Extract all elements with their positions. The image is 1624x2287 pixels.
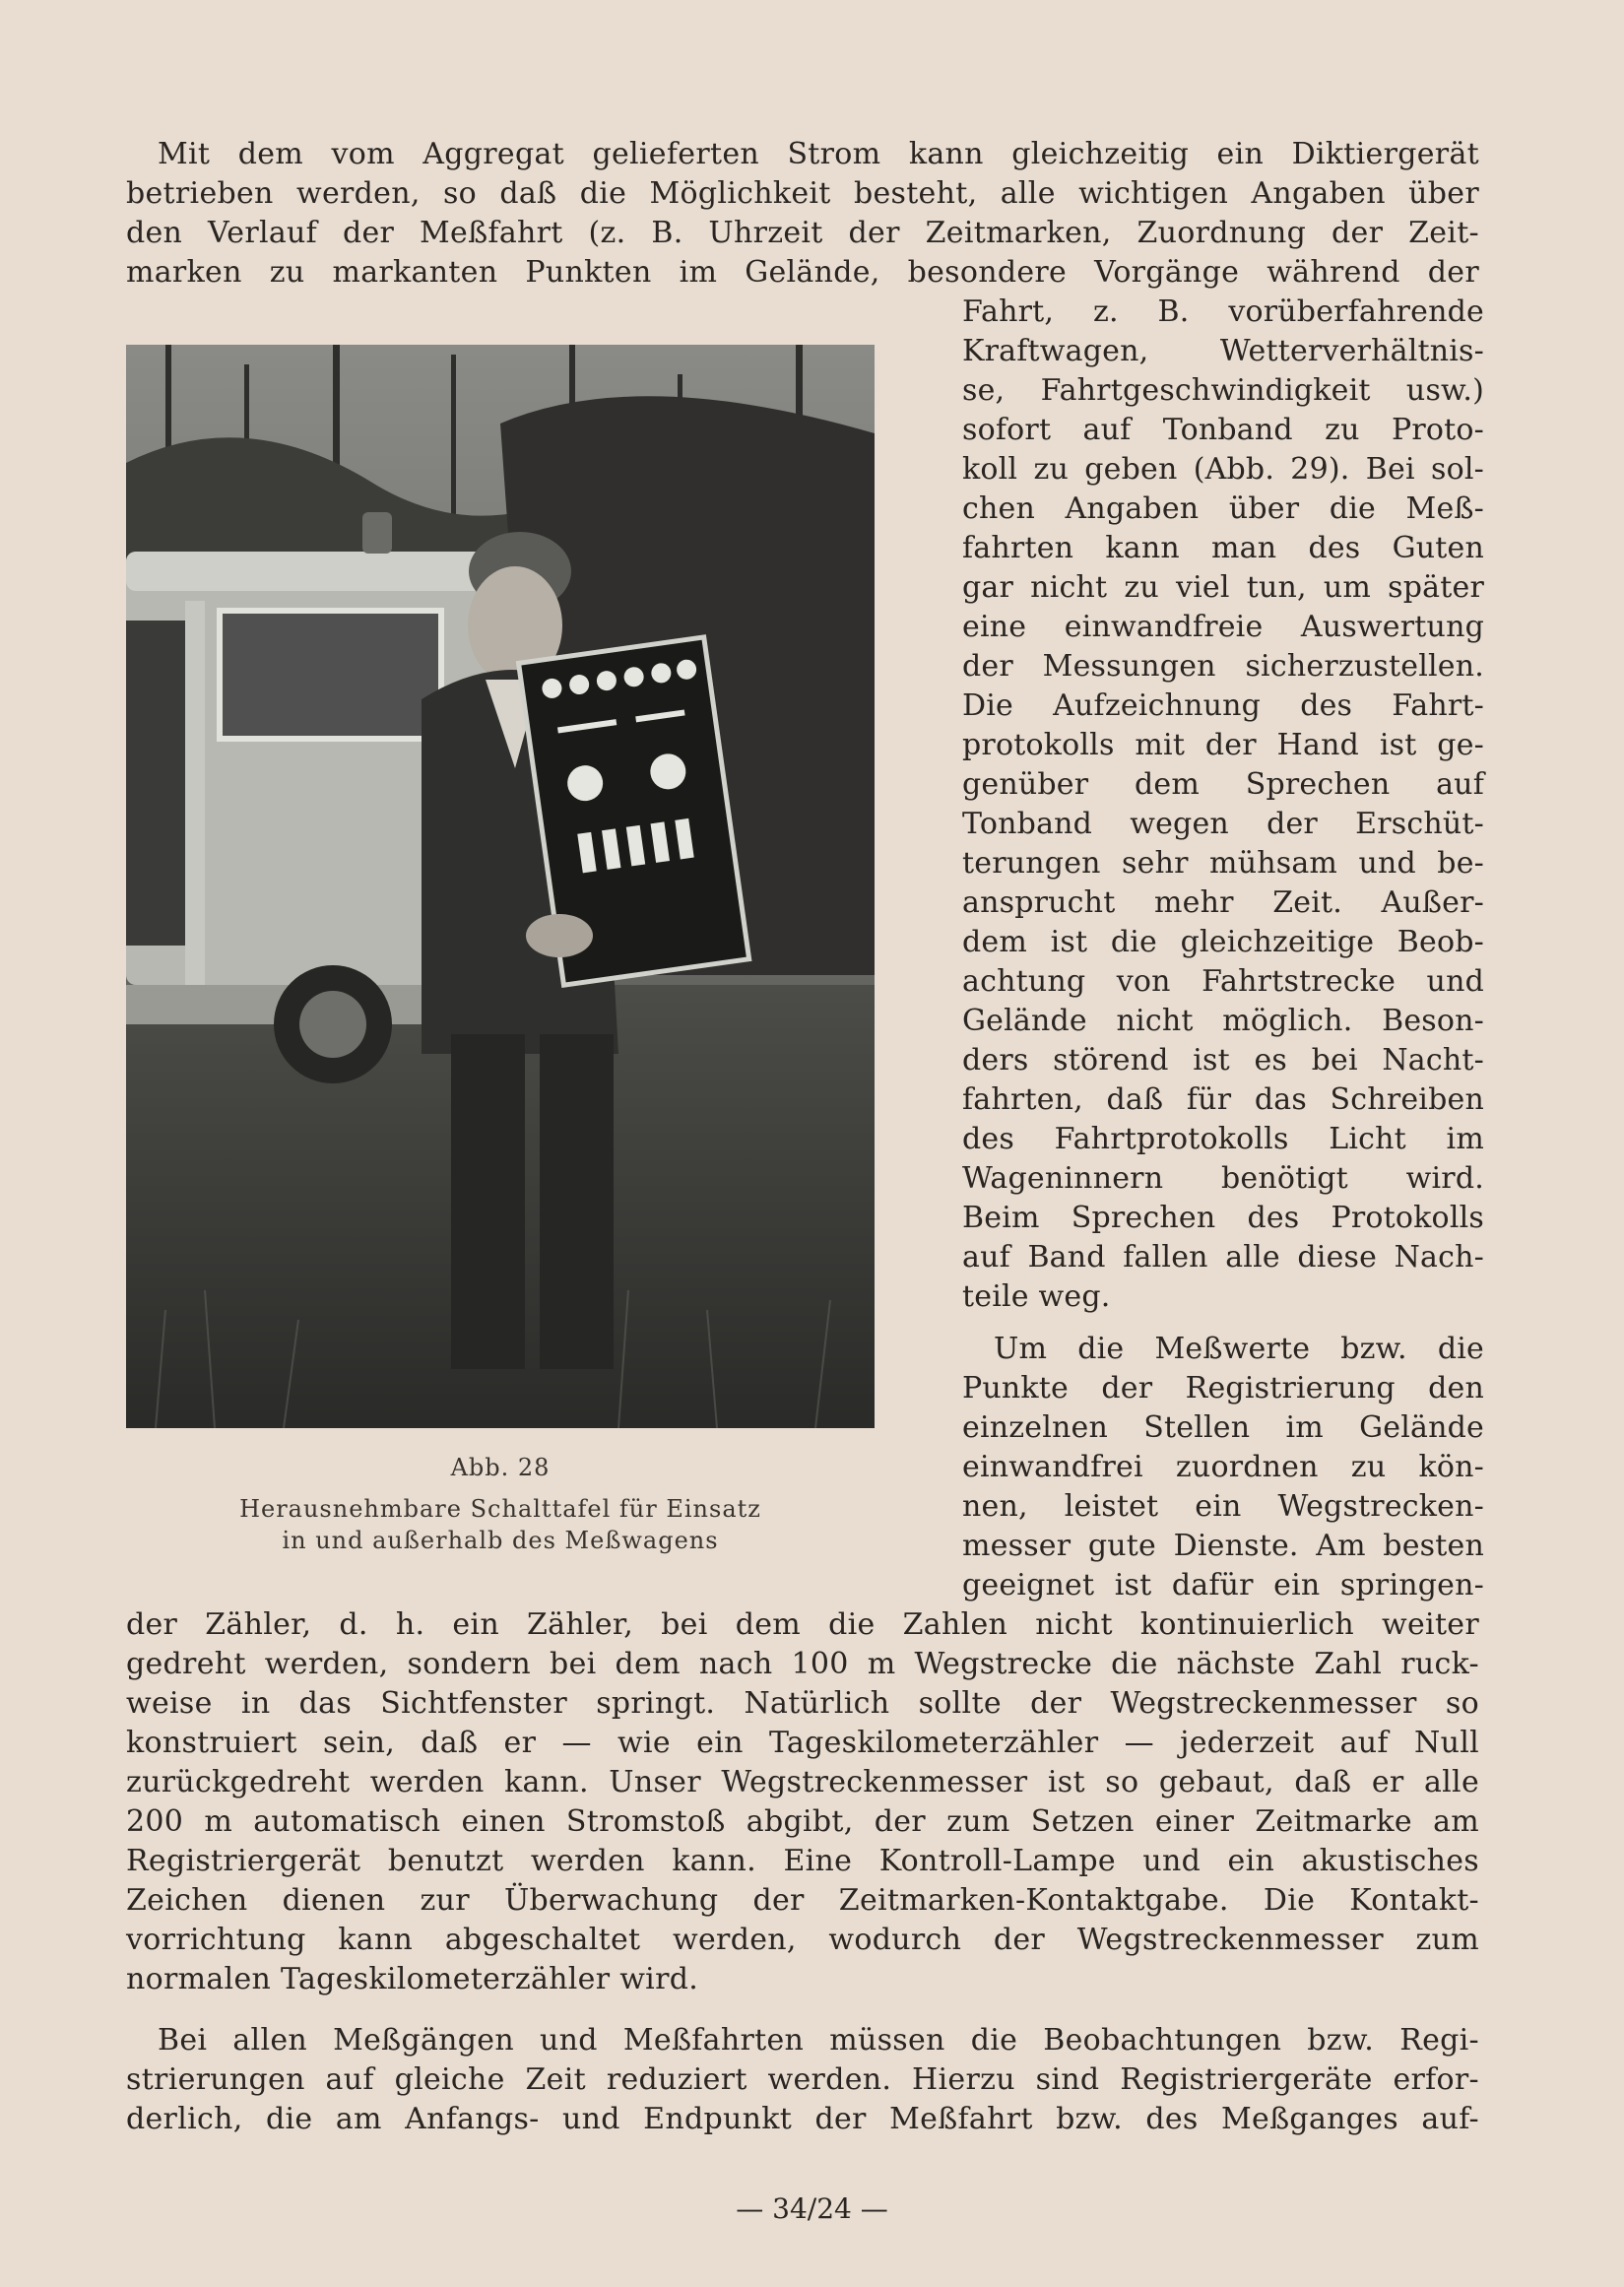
text-line: der Zähler, d. h. ein Zähler, bei dem die Zahlen nicht kontinuierlich weiter bbox=[126, 1607, 1479, 1642]
text-line: sofort auf Tonband zu Proto- bbox=[962, 413, 1484, 447]
text-line: se, Fahrtgeschwindigkeit usw.) bbox=[962, 373, 1484, 408]
text-line: teile weg. bbox=[962, 1279, 1111, 1314]
text-line: Um die Meßwerte bzw. die bbox=[994, 1332, 1484, 1366]
text-line: einwandfrei zuordnen zu kön- bbox=[962, 1450, 1484, 1484]
text-line: gar nicht zu viel tun, um später bbox=[962, 570, 1484, 605]
text-line: betrieben werden, so daß die Möglichkeit besteht, alle wichtigen Angaben über bbox=[126, 176, 1479, 211]
text-line: marken zu markanten Punkten im Gelände, besondere Vorgänge während der bbox=[126, 255, 1479, 290]
text-line: Zeichen dienen zur Überwachung der Zeitmarken-Kontaktgabe. Die Kontakt- bbox=[126, 1883, 1479, 1918]
text-line: geeignet ist dafür ein springen- bbox=[962, 1568, 1484, 1602]
text-line: Beim Sprechen des Protokolls bbox=[962, 1201, 1484, 1235]
text-line: Gelände nicht möglich. Beson- bbox=[962, 1004, 1484, 1038]
text-line: Punkte der Registrierung den bbox=[962, 1371, 1484, 1405]
text-line: Kraftwagen, Wetterverhältnis- bbox=[962, 334, 1484, 368]
text-line: eine einwandfreie Auswertung bbox=[962, 610, 1484, 644]
text-line: achtung von Fahrtstrecke und bbox=[962, 964, 1484, 999]
text-line: fahrten kann man des Guten bbox=[962, 531, 1484, 565]
text-line: Mit dem vom Aggregat gelieferten Strom kann gleichzeitig ein Diktiergerät bbox=[158, 137, 1479, 171]
text-line: derlich, die am Anfangs- und Endpunkt der Meßfahrt bzw. des Meßganges auf- bbox=[126, 2102, 1479, 2136]
text-line: messer gute Dienste. Am besten bbox=[962, 1529, 1484, 1563]
text-line: protokolls mit der Hand ist ge- bbox=[962, 728, 1484, 762]
text-line: den Verlauf der Meßfahrt (z. B. Uhrzeit der Zeitmarken, Zuordnung der Zeit- bbox=[126, 216, 1479, 250]
text-line: Die Aufzeichnung des Fahrt- bbox=[962, 688, 1484, 723]
text-line: fahrten, daß für das Schreiben bbox=[962, 1082, 1484, 1117]
text-line: genüber dem Sprechen auf bbox=[962, 767, 1484, 802]
text-line: einzelnen Stellen im Gelände bbox=[962, 1410, 1484, 1445]
text-line: Bei allen Meßgängen und Meßfahrten müssen die Beobachtungen bzw. Regi- bbox=[158, 2023, 1479, 2058]
text-line: koll zu geben (Abb. 29). Bei sol- bbox=[962, 452, 1484, 487]
text-line: nen, leistet ein Wegstrecken- bbox=[962, 1489, 1484, 1524]
text-line: strierungen auf gleiche Zeit reduziert werden. Hierzu sind Registriergeräte erfor- bbox=[126, 2062, 1479, 2097]
page-number: — 34/24 — bbox=[736, 2192, 888, 2225]
figure-photo bbox=[126, 345, 875, 1428]
text-line: auf Band fallen alle diese Nach- bbox=[962, 1240, 1484, 1274]
text-line: dem ist die gleichzeitige Beob- bbox=[962, 925, 1484, 959]
text-line: vorrichtung kann abgeschaltet werden, wodurch der Wegstreckenmesser zum bbox=[126, 1923, 1479, 1957]
text-line: des Fahrtprotokolls Licht im bbox=[962, 1122, 1484, 1156]
text-line: gedreht werden, sondern bei dem nach 100 m Wegstrecke die nächste Zahl ruck- bbox=[126, 1647, 1479, 1681]
text-line: Fahrt, z. B. vorüberfahrende bbox=[962, 294, 1484, 329]
text-line: Tonband wegen der Erschüt- bbox=[962, 807, 1484, 841]
text-line: terungen sehr mühsam und be- bbox=[962, 846, 1484, 881]
text-line: 200 m automatisch einen Stromstoß abgibt, der zum Setzen einer Zeitmarke am bbox=[126, 1804, 1479, 1839]
text-line: normalen Tageskilometerzähler wird. bbox=[126, 1962, 699, 1996]
text-line: chen Angaben über die Meß- bbox=[962, 491, 1484, 526]
text-line: Wageninnern benötigt wird. bbox=[962, 1161, 1484, 1196]
figure-caption-line: Herausnehmbare Schalttafel für Einsatz bbox=[239, 1495, 761, 1523]
text-line: zurückgedreht werden kann. Unser Wegstreckenmesser ist so gebaut, daß er alle bbox=[126, 1765, 1479, 1799]
text-line: ders störend ist es bei Nacht- bbox=[962, 1043, 1484, 1078]
figure-label: Abb. 28 bbox=[450, 1454, 551, 1481]
photo-man-with-control-panel bbox=[126, 345, 875, 1428]
text-line: Registriergerät benutzt werden kann. Eine Kontroll-Lampe und ein akustisches bbox=[126, 1844, 1479, 1878]
text-line: ansprucht mehr Zeit. Außer- bbox=[962, 885, 1484, 920]
text-line: konstruiert sein, daß er — wie ein Tageskilometerzähler — jederzeit auf Null bbox=[126, 1726, 1479, 1760]
figure-caption-line: in und außerhalb des Meßwagens bbox=[282, 1527, 719, 1554]
text-line: weise in das Sichtfenster springt. Natürlich sollte der Wegstreckenmesser so bbox=[126, 1686, 1479, 1721]
text-line: der Messungen sicherzustellen. bbox=[962, 649, 1484, 684]
